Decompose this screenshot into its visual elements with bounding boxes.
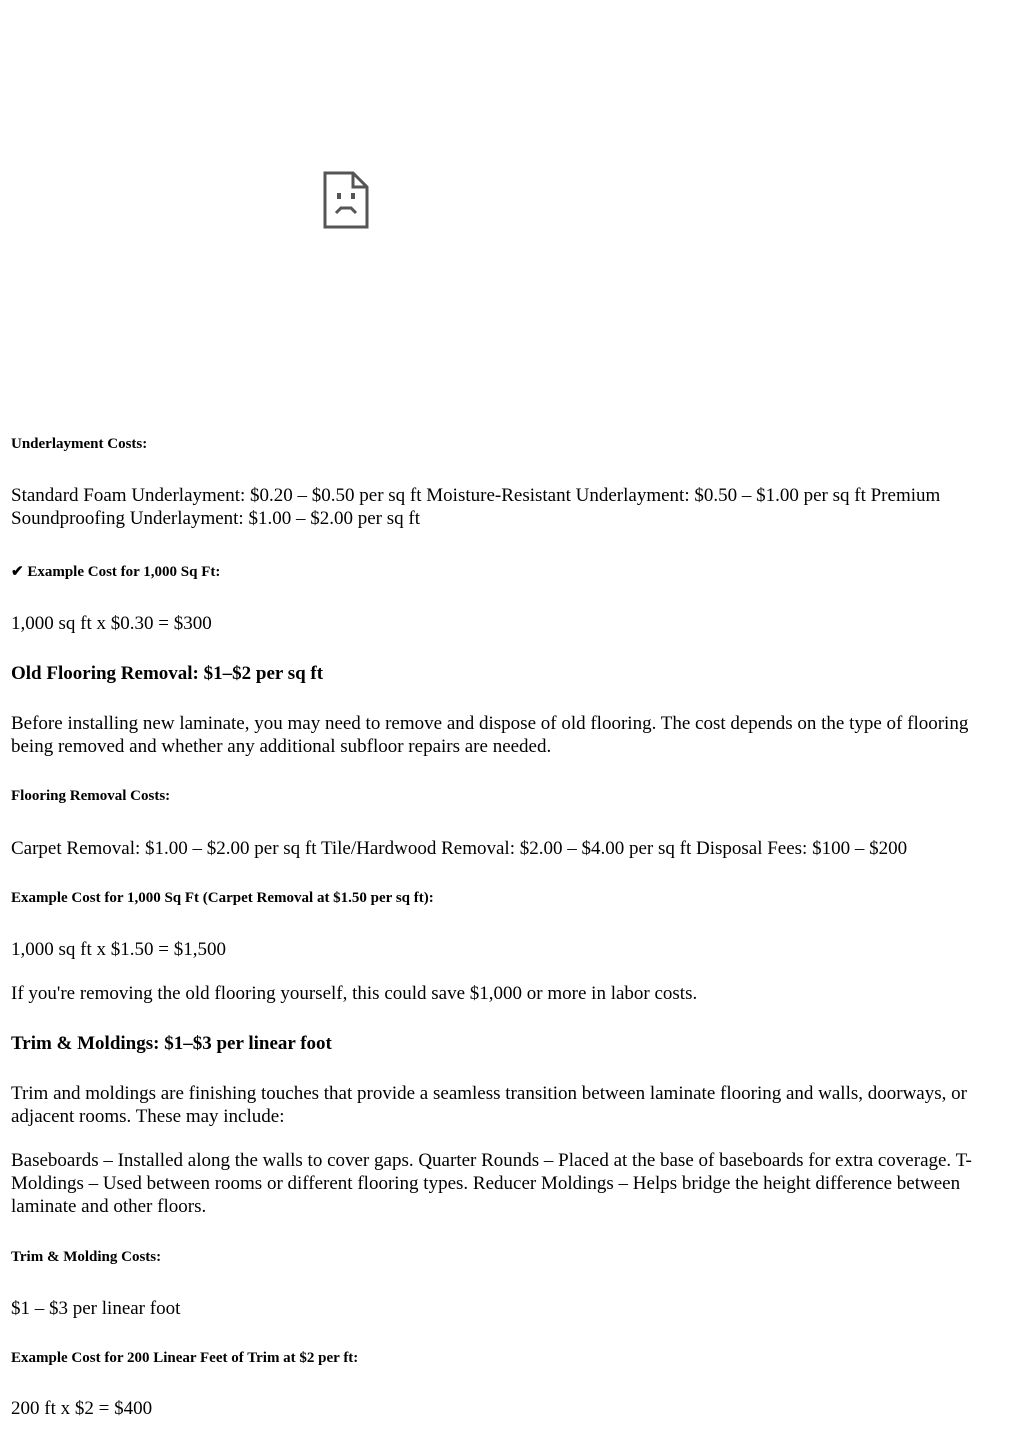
trim-costs-value: $1 – $3 per linear foot xyxy=(11,1298,181,1319)
removal-example-heading: Example Cost for 1,000 Sq Ft (Carpet Removal at $1.50 per sq ft): xyxy=(11,890,434,906)
trim-example-calc: 200 ft x $2 = $400 xyxy=(11,1398,153,1419)
trim-example-heading: Example Cost for 200 Linear Feet of Trim at $2 per ft: xyxy=(11,1350,359,1366)
removal-costs-heading: Flooring Removal Costs: xyxy=(11,788,171,804)
removal-intro: Before installing new laminate, you may need to remove and dispose of old flooring. The cost depends on the type of flooring being removed and whether any additional subfloor repairs are needed. xyxy=(11,713,969,757)
underlayment-costs-list: Standard Foam Underlayment: $0.20 – $0.50 per sq ft Moisture-Resistant Underlayment: $0.50 – $1.00 per sq ft Premium Soundproofing Underlayment: $1.00 – $2.00 per sq ft xyxy=(11,485,941,529)
trim-types-list: Baseboards – Installed along the walls to cover gaps. Quarter Rounds – Placed at the base of baseboards for extra coverage. T-Moldings – Used between rooms or different flooring types. Reducer Moldings – Helps bridge the height difference between laminate and other floors. xyxy=(11,1150,972,1217)
underlayment-example-calc: 1,000 sq ft x $0.30 = $300 xyxy=(11,613,212,634)
removal-costs-list: Carpet Removal: $1.00 – $2.00 per sq ft Tile/Hardwood Removal: $2.00 – $4.00 per sq ft Disposal Fees: $100 – $200 xyxy=(11,838,908,859)
trim-intro: Trim and moldings are finishing touches that provide a seamless transition between laminate flooring and walls, doorways, or adjacent rooms. These may include: xyxy=(11,1083,967,1127)
broken-image-icon xyxy=(323,171,369,229)
trim-section-title: Trim & Moldings: $1–$3 per linear foot xyxy=(11,1033,332,1054)
trim-costs-heading: Trim & Molding Costs: xyxy=(11,1249,162,1265)
underlayment-costs-heading: Underlayment Costs: xyxy=(11,436,148,452)
removal-example-calc: 1,000 sq ft x $1.50 = $1,500 xyxy=(11,939,226,960)
removal-note: If you're removing the old flooring yourself, this could save $1,000 or more in labor costs. xyxy=(11,983,698,1004)
underlayment-example-heading-text: Example Cost for 1,000 Sq Ft: xyxy=(27,564,221,580)
checkmark-icon: ✔ xyxy=(11,564,24,580)
removal-section-title: Old Flooring Removal: $1–$2 per sq ft xyxy=(11,663,324,684)
underlayment-example-heading xyxy=(11,563,220,581)
